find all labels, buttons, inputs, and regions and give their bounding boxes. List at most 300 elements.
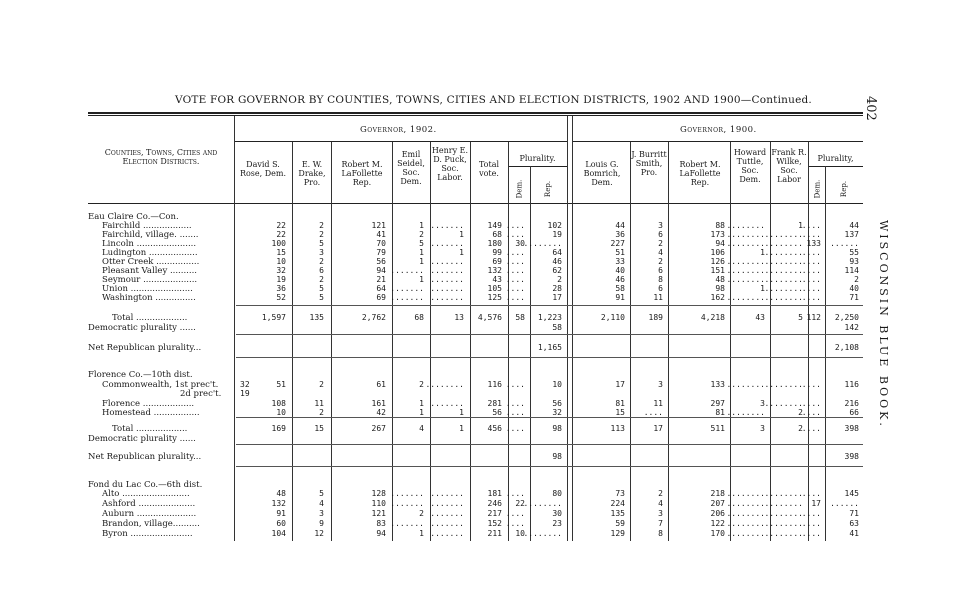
cell-value: ....: [801, 399, 821, 408]
col-header-dem-1900: Dem.: [813, 179, 822, 199]
cell-value: 81: [715, 408, 725, 417]
col-header-rep-1900: Rep.: [840, 180, 849, 198]
cell-value: 2: [798, 408, 803, 417]
cell-value: 281: [487, 399, 502, 408]
cell-value: 91: [276, 509, 286, 518]
cell-value: 1: [419, 221, 424, 230]
cell-value: ....: [505, 380, 525, 389]
cell-value: 3: [658, 221, 663, 230]
col-header-bomrich: Louis G. Bomrich, Dem.: [583, 160, 621, 187]
cell-value: ....: [505, 257, 525, 266]
cell-value: 2,762: [361, 313, 386, 322]
col-rule: [234, 116, 235, 541]
cell-value: ......: [830, 239, 859, 248]
cell-value: .......: [430, 239, 464, 248]
cell-value: 398: [844, 452, 859, 461]
cell-value: 79: [376, 248, 386, 257]
cell-value: ........: [523, 239, 562, 248]
cell-value: 2: [419, 230, 424, 239]
cell-value: 5: [319, 239, 324, 248]
cell-value: 121: [371, 509, 386, 518]
group-header-rule-1902: [234, 141, 567, 142]
cell-value: ....: [801, 293, 821, 302]
cell-value: 114: [844, 266, 859, 275]
cell-value: 4: [658, 248, 663, 257]
cell-value: 161: [371, 399, 386, 408]
col-header-plurality-1900: Plurality,: [817, 154, 854, 163]
cell-value: 2: [419, 380, 424, 389]
cell-value: 32: [276, 266, 286, 275]
cell-value: 73: [615, 489, 625, 498]
cell-value: 55: [849, 248, 859, 257]
cell-value: 22: [276, 230, 286, 239]
cell-value: 511: [710, 424, 725, 433]
cell-value: ........: [726, 266, 765, 275]
cell-value: 133: [710, 380, 725, 389]
cell-value: 71: [849, 509, 859, 518]
cell-value: .......: [430, 499, 464, 508]
cell-value: 94: [376, 266, 386, 275]
cell-value: 4,218: [700, 313, 725, 322]
cell-value: ....: [505, 509, 525, 518]
cell-value: 2,250: [834, 313, 859, 322]
top-rule: [88, 112, 863, 114]
cell-value: 11: [653, 399, 663, 408]
cell-value: .......: [390, 266, 424, 275]
cell-value: ....: [801, 257, 821, 266]
cell-value: 61: [376, 380, 386, 389]
cell-value: 10: [276, 408, 286, 417]
cell-value: ........: [726, 529, 765, 538]
cell-value: .......: [430, 221, 464, 230]
cell-value: 64: [552, 248, 562, 257]
cell-value: 121: [371, 221, 386, 230]
cell-value: 207: [710, 499, 725, 508]
cell-value: 21: [376, 275, 386, 284]
cell-value: 145: [844, 489, 859, 498]
col-rule: [567, 116, 568, 541]
cell-value: 133: [806, 239, 821, 248]
cell-value: 36: [615, 230, 625, 239]
cell-value: 152: [487, 519, 502, 528]
cell-value: 217: [487, 509, 502, 518]
section-rule: [236, 357, 863, 358]
cell-value: ........: [523, 529, 562, 538]
row-label: Total ...................: [112, 424, 188, 434]
cell-value: .......: [430, 519, 464, 528]
cell-value: ....: [505, 519, 525, 528]
cell-value: 110: [371, 499, 386, 508]
row-label: Democratic plurality ......: [88, 323, 196, 333]
cell-value: 17: [811, 499, 821, 508]
cell-value: 122: [710, 519, 725, 528]
cell-value: 30: [552, 509, 562, 518]
top-rule-thin: [88, 115, 863, 116]
cell-value: 93: [849, 257, 859, 266]
cell-value: .......: [390, 519, 424, 528]
cell-value: 15: [314, 424, 324, 433]
row-label: Byron .......................: [102, 529, 193, 539]
cell-value: ........: [726, 408, 765, 417]
cell-value: 162: [710, 293, 725, 302]
cell-value: 224: [610, 499, 625, 508]
cell-value: 149: [487, 221, 502, 230]
col-rule: [668, 142, 669, 541]
cell-value: 2: [658, 489, 663, 498]
cell-value: 1: [760, 284, 765, 293]
cell-value: 46: [552, 257, 562, 266]
row-label: Fairchild ..................: [102, 221, 192, 231]
col-header-rose: David S. Rose, Dem.: [239, 160, 287, 178]
cell-value: 36: [276, 284, 286, 293]
cell-value: 1: [419, 529, 424, 538]
cell-value: 2: [319, 221, 324, 230]
cell-value: ........: [726, 499, 765, 508]
cell-value: 8: [658, 275, 663, 284]
cell-value: 3: [658, 380, 663, 389]
cell-value: 22: [515, 499, 525, 508]
cell-value: 180: [487, 239, 502, 248]
cell-value: 56: [376, 257, 386, 266]
cell-value: 169: [271, 424, 286, 433]
cell-value: ........: [726, 257, 765, 266]
cell-value: 11: [314, 399, 324, 408]
col-header-wilke: Frank R. Wilke, Soc. Labor: [771, 148, 807, 184]
subtotal-rule: [236, 444, 863, 445]
cell-value: .......: [430, 275, 464, 284]
cell-value: 3: [760, 399, 765, 408]
col-header-lafollette-1900: Robert M. LaFollette Rep.: [679, 160, 721, 187]
cell-value: 6: [658, 284, 663, 293]
cell-value: 142: [844, 323, 859, 332]
cell-value: 2: [658, 257, 663, 266]
cell-value: 83: [376, 519, 386, 528]
row-label: Net Republican plurality...: [88, 452, 202, 462]
cell-value: 8: [658, 529, 663, 538]
cell-value: 1: [760, 248, 765, 257]
cell-value: 206: [710, 509, 725, 518]
cell-value: 116: [487, 380, 502, 389]
cell-value: 108: [271, 399, 286, 408]
cell-value: 44: [615, 221, 625, 230]
cell-value: 100: [271, 239, 286, 248]
cell-value: 1: [419, 399, 424, 408]
cell-value: 1: [459, 408, 464, 417]
cell-value: 99: [492, 248, 502, 257]
total-rule: [236, 417, 863, 418]
cell-value: ........: [764, 266, 803, 275]
cell-value: 135: [309, 313, 324, 322]
cell-value: .......: [430, 529, 464, 538]
plurality-rule-1902: [508, 166, 567, 167]
cell-value: ........: [726, 509, 765, 518]
cell-value: 5: [319, 293, 324, 302]
col-rule: [392, 142, 393, 541]
cell-value: ....: [505, 284, 525, 293]
cell-value: 28: [552, 284, 562, 293]
cell-value: 94: [376, 529, 386, 538]
cell-value: ........: [726, 380, 765, 389]
cell-value: 44: [849, 221, 859, 230]
page-title: VOTE FOR GOVERNOR BY COUNTIES, TOWNS, CITIES AND ELECTION DISTRICTS, 1902 AND 1900—Continued.: [175, 94, 812, 106]
section-heading: Fond du Lac Co.—6th dist.: [88, 480, 203, 490]
col-header-drake: E. W. Drake, Pro.: [298, 160, 326, 187]
col-rule: [770, 142, 771, 541]
cell-value: ....: [801, 248, 821, 257]
cell-value: 4,576: [477, 313, 502, 322]
cell-value: .......: [390, 293, 424, 302]
cell-value: 151: [710, 266, 725, 275]
cell-value: 64: [376, 284, 386, 293]
row-label: Brandon, village..........: [102, 519, 200, 529]
cell-value: 17: [615, 380, 625, 389]
cell-value: 128: [371, 489, 386, 498]
cell-value: 2: [319, 408, 324, 417]
cell-value: 189: [648, 313, 663, 322]
cell-value: 6: [319, 266, 324, 275]
cell-value: ........: [764, 529, 803, 538]
cell-value: 5: [419, 239, 424, 248]
cell-value: 66: [849, 408, 859, 417]
cell-value: ....: [801, 284, 821, 293]
cell-value: .......: [390, 284, 424, 293]
cell-value: ....: [801, 529, 821, 538]
cell-value: 30: [515, 239, 525, 248]
cell-value: ........: [726, 221, 765, 230]
cell-value: 2,108: [834, 343, 859, 352]
running-head: WISCONSIN BLUE BOOK.: [877, 220, 890, 429]
cell-value: 3: [319, 509, 324, 518]
col-rule: [470, 142, 471, 541]
col-header-tuttle: Howard Tuttle, Soc. Dem.: [733, 148, 767, 184]
cell-value: .......: [430, 284, 464, 293]
row-label: Auburn ......................: [102, 509, 197, 519]
cell-value: ....: [801, 275, 821, 284]
col-rule: [508, 142, 509, 541]
governor-1900-header: Governor, 1900.: [680, 125, 757, 135]
cell-value: 80: [552, 489, 562, 498]
row-label: Pleasant Valley ..........: [102, 266, 197, 276]
cell-value: ....: [801, 221, 821, 230]
cell-value: 10: [515, 529, 525, 538]
col-rule: [808, 142, 809, 541]
row-label: Ashford .....................: [102, 499, 196, 509]
col-header-seidel: Emil Seidel, Soc. Dem.: [397, 150, 425, 186]
cell-value: 5: [798, 313, 803, 322]
cell-value: ........: [523, 499, 562, 508]
cell-value: ....: [505, 293, 525, 302]
cell-value: 68: [492, 230, 502, 239]
cell-value: 4: [419, 424, 424, 433]
cell-value: ....: [801, 266, 821, 275]
cell-value: .......: [430, 399, 464, 408]
cell-value: 42: [376, 408, 386, 417]
cell-value: 51: [615, 248, 625, 257]
cell-value: ........: [764, 230, 803, 239]
cell-value: 51: [276, 380, 286, 389]
cell-value: ........: [764, 257, 803, 266]
cell-value: ........: [726, 489, 765, 498]
cell-value: 48: [715, 275, 725, 284]
cell-value: ........: [764, 239, 803, 248]
cell-value: 2: [419, 509, 424, 518]
cell-value: 70: [376, 239, 386, 248]
cell-value: 23: [552, 519, 562, 528]
cell-value: ........: [764, 489, 803, 498]
cell-value: ....: [801, 424, 821, 433]
col-header-total-vote: Total vote.: [478, 160, 500, 178]
cell-value: 10: [276, 257, 286, 266]
cell-value: ........: [726, 230, 765, 239]
page-number: 402: [863, 96, 878, 121]
cell-value: ........: [764, 293, 803, 302]
cell-value: 33: [615, 257, 625, 266]
cell-value: 98: [552, 452, 562, 461]
row-label: Total ...................: [112, 313, 188, 323]
cell-value: 40: [615, 266, 625, 275]
cell-value: ....: [505, 408, 525, 417]
cell-value: 13: [454, 313, 464, 322]
row-label: Ludington ..................: [102, 248, 198, 258]
cell-value: 170: [710, 529, 725, 538]
row-prefix: 32: [240, 380, 250, 389]
cell-value: 105: [487, 284, 502, 293]
cell-value: ........: [764, 509, 803, 518]
row-label: Alto .........................: [102, 489, 190, 499]
cell-value: 116: [844, 380, 859, 389]
cell-value: 9: [319, 519, 324, 528]
cell-value: 19: [276, 275, 286, 284]
col-header-plurality-1902: Plurality.: [519, 154, 556, 163]
cell-value: 59: [615, 519, 625, 528]
cell-value: 17: [653, 424, 663, 433]
cell-value: 4: [319, 499, 324, 508]
cell-value: ....: [801, 380, 821, 389]
cell-value: 246: [487, 499, 502, 508]
cell-value: 267: [371, 424, 386, 433]
cell-value: 11: [653, 293, 663, 302]
cell-value: ....: [801, 489, 821, 498]
col-rule: [430, 142, 431, 541]
cell-value: 98: [552, 424, 562, 433]
cell-value: 1: [798, 221, 803, 230]
cell-value: 1,165: [537, 343, 562, 352]
cell-value: 132: [487, 266, 502, 275]
cell-value: 104: [271, 529, 286, 538]
cell-value: 68: [414, 313, 424, 322]
plurality-rule-1900: [808, 166, 863, 167]
cell-value: 2: [658, 239, 663, 248]
subtotal-rule: [236, 334, 863, 335]
cell-value: 1: [459, 248, 464, 257]
cell-value: 211: [487, 529, 502, 538]
total-rule: [236, 305, 863, 306]
cell-value: 132: [271, 499, 286, 508]
row-label: Otter Creek ................: [102, 257, 200, 267]
cell-value: 5: [319, 489, 324, 498]
cell-value: 216: [844, 399, 859, 408]
cell-value: 106: [710, 248, 725, 257]
cell-value: 126: [710, 257, 725, 266]
row-label: 2d prec't.: [180, 389, 222, 399]
cell-value: 40: [849, 284, 859, 293]
cell-value: .......: [430, 293, 464, 302]
cell-value: 81: [615, 399, 625, 408]
cell-value: 113: [610, 424, 625, 433]
cell-value: 19: [552, 230, 562, 239]
section-heading: Florence Co.—10th dist.: [88, 370, 193, 380]
cell-value: ....: [505, 221, 525, 230]
cell-value: .......: [390, 499, 424, 508]
cell-value: ....: [801, 230, 821, 239]
cell-value: 5: [319, 284, 324, 293]
governor-1902-header: Governor, 1902.: [360, 125, 437, 135]
cell-value: 6: [658, 266, 663, 275]
cell-value: .......: [430, 509, 464, 518]
cell-value: ......: [830, 499, 859, 508]
cell-value: ........: [764, 499, 803, 508]
cell-value: 15: [276, 248, 286, 257]
col-header-puck: Henry E. D. Puck, Soc. Labor.: [431, 146, 469, 182]
section-heading: Eau Claire Co.—Con.: [88, 212, 179, 222]
cell-value: 3: [658, 509, 663, 518]
cell-value: ....: [801, 519, 821, 528]
cell-value: 17: [552, 293, 562, 302]
cell-value: 32: [552, 408, 562, 417]
cell-value: 15: [615, 408, 625, 417]
col-rule: [292, 142, 293, 541]
cell-value: 1,597: [261, 313, 286, 322]
cell-value: 1: [419, 408, 424, 417]
cell-value: ....: [505, 275, 525, 284]
cell-value: 2: [319, 230, 324, 239]
cell-value: 58: [515, 313, 525, 322]
row-label: Washington ...............: [102, 293, 196, 303]
cell-value: .......: [430, 489, 464, 498]
cell-value: ........: [764, 248, 803, 257]
cell-value: 2: [319, 380, 324, 389]
cell-value: 52: [276, 293, 286, 302]
cell-value: 227: [610, 239, 625, 248]
row-label: Commonwealth, 1st prec't.: [102, 380, 219, 390]
cell-value: ........: [764, 380, 803, 389]
cell-value: 43: [755, 313, 765, 322]
cell-value: ....: [505, 399, 525, 408]
col-header-rep-1902: Rep.: [544, 180, 553, 198]
cell-value: ........: [425, 380, 464, 389]
cell-value: 112: [806, 313, 821, 322]
col-header-smith: J. Burritt Smith, Pro.: [631, 150, 667, 177]
col-rule: [331, 142, 332, 541]
cell-value: ........: [726, 275, 765, 284]
cell-value: ........: [726, 239, 765, 248]
stub-header: Counties, Towns, Cities and Election Districts.: [104, 148, 218, 166]
cell-value: 181: [487, 489, 502, 498]
cell-value: ....: [801, 408, 821, 417]
cell-value: ........: [764, 275, 803, 284]
row-label: Union .......................: [102, 284, 193, 294]
cell-value: 4: [658, 499, 663, 508]
cell-value: 1: [459, 230, 464, 239]
cell-value: 2,110: [600, 313, 625, 322]
cell-value: 2: [319, 275, 324, 284]
cell-value: 6: [658, 230, 663, 239]
cell-value: ....: [801, 509, 821, 518]
cell-value: 1: [419, 248, 424, 257]
cell-value: 2: [557, 275, 562, 284]
row-label: Fairchild, village. .......: [102, 230, 199, 240]
cell-value: 41: [376, 230, 386, 239]
